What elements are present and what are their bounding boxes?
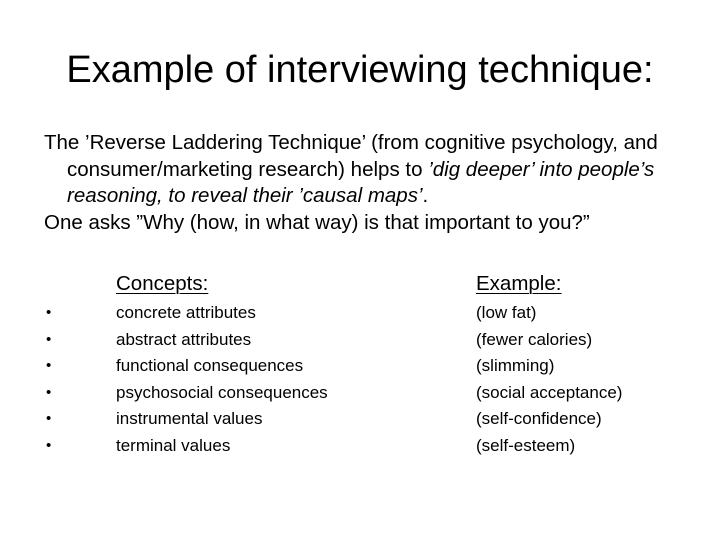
example-text: (low fat) <box>476 303 537 322</box>
bullet-icon: • <box>46 304 52 321</box>
concept-list <box>0 302 720 461</box>
list-item <box>0 408 720 435</box>
body-text <box>44 130 694 236</box>
bullet-icon: • <box>46 383 52 401</box>
list-item <box>0 435 720 462</box>
list-item <box>0 329 720 356</box>
bullet-icon: • <box>46 410 52 427</box>
bullet-icon: • <box>46 436 52 454</box>
slide-title: Example of interviewing technique: <box>66 49 654 91</box>
list-item <box>0 355 720 382</box>
concepts-header: Concepts: <box>116 272 209 295</box>
example-header: Example: <box>476 272 562 295</box>
example-text: (fewer calories) <box>476 329 593 349</box>
bullet-icon: • <box>46 357 52 374</box>
concept-text: terminal values <box>116 435 231 455</box>
intro-text-italic: ’dig deeper’ into people’s reasoning, to reveal their ’causal maps’ <box>67 157 655 207</box>
list-item <box>0 302 720 329</box>
concept-text: abstract attributes <box>116 329 252 349</box>
intro-text-end: . <box>422 184 429 207</box>
example-text: (self-confidence) <box>476 409 602 428</box>
concept-text: instrumental values <box>116 409 263 428</box>
concept-text: functional consequences <box>116 356 304 375</box>
intro-paragraph <box>44 130 694 210</box>
list-item <box>0 382 720 409</box>
bullet-icon: • <box>46 330 52 348</box>
concept-text: psychosocial consequences <box>116 382 328 402</box>
example-text: (slimming) <box>476 356 555 375</box>
concept-text: concrete attributes <box>116 303 256 322</box>
example-text: (self-esteem) <box>476 435 576 455</box>
intro-text-start: The ’Reverse Laddering Technique’ (from cognitive psychology, and consumer/marketing research) helps to <box>44 131 658 181</box>
question-paragraph: One asks ”Why (how, in what way) is that important to you?” <box>44 210 590 234</box>
example-text: (social acceptance) <box>476 382 623 402</box>
